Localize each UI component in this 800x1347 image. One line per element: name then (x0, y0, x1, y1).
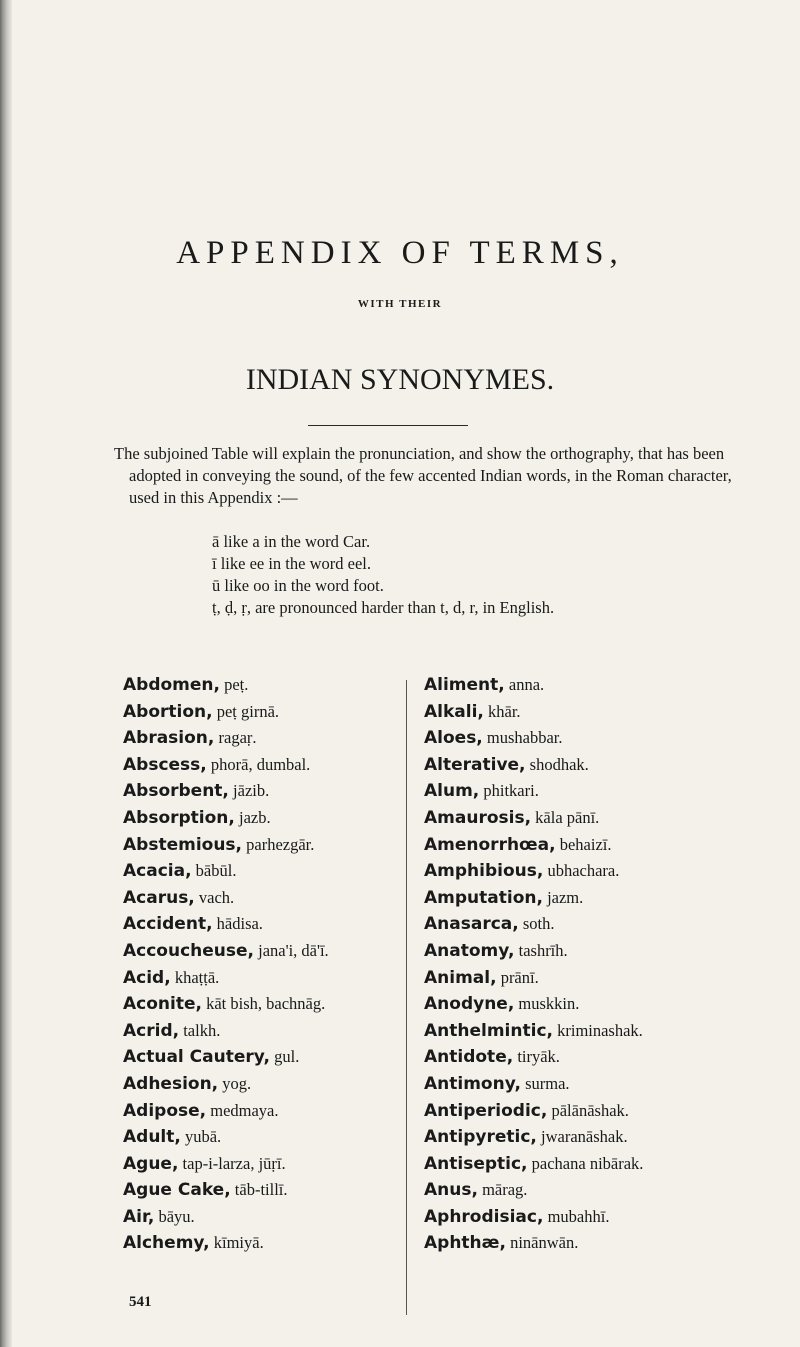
entry-term: Actual Cautery, (123, 1047, 270, 1068)
glossary-entry (424, 1151, 754, 1178)
entry-term: Antiperiodic, (424, 1100, 548, 1121)
entry-term: Ague Cake, (123, 1180, 231, 1201)
entry-term: Amphibious, (424, 861, 544, 882)
glossary-entry (123, 858, 383, 885)
pronunciation-key-i: ī like ee in the word eel. (212, 554, 371, 573)
entry-synonym: peṭ girnā. (212, 701, 280, 721)
entry-synonym: jwaranāshak. (536, 1127, 628, 1147)
entry-term: Abrasion, (123, 728, 215, 749)
entry-term: Acrid, (123, 1020, 180, 1041)
entry-term: Absorption, (123, 807, 235, 828)
glossary-entry (123, 725, 383, 752)
glossary-entry (424, 858, 754, 885)
entry-synonym: phorā, dumbal. (206, 754, 311, 774)
glossary-entry (424, 965, 754, 992)
entry-synonym: mubahhī. (543, 1206, 610, 1226)
glossary-entry (424, 1018, 754, 1045)
entry-term: Anthelmintic, (424, 1020, 553, 1041)
glossary-entry (424, 672, 754, 699)
entry-term: Amenorrhœa, (424, 834, 556, 855)
entry-synonym: vach. (194, 887, 235, 907)
entry-synonym: ragaṛ. (214, 728, 257, 748)
glossary-entry (123, 885, 383, 912)
glossary-entry (424, 1071, 754, 1098)
entry-term: Anodyne, (424, 994, 515, 1015)
entry-term: Alkali, (424, 701, 484, 722)
glossary-entry (424, 911, 754, 938)
terms-column-right (424, 672, 754, 1257)
entry-term: Animal, (424, 967, 497, 988)
entry-synonym: talkh. (179, 1020, 221, 1040)
entry-synonym: yubā. (180, 1127, 222, 1147)
glossary-entry (123, 1071, 383, 1098)
entry-term: Antiseptic, (424, 1153, 528, 1174)
page-number: 541 (129, 1294, 152, 1310)
entry-term: Antimony, (424, 1073, 521, 1094)
entry-synonym: kīmiyā. (209, 1233, 264, 1253)
entry-term: Antipyretic, (424, 1127, 537, 1148)
intro-section (114, 443, 754, 509)
glossary-entry (123, 991, 383, 1018)
entry-term: Accoucheuse, (123, 940, 255, 961)
entry-term: Abstemious, (123, 834, 242, 855)
glossary-entry (424, 1044, 754, 1071)
entry-synonym: kāt bish, bachnāg. (201, 994, 326, 1014)
glossary-entry (424, 778, 754, 805)
glossary-entry (424, 991, 754, 1018)
terms-column-left (123, 672, 383, 1257)
entry-term: Aphrodisiac, (424, 1206, 544, 1227)
glossary-entry (123, 778, 383, 805)
entry-synonym: ubhachara. (543, 861, 620, 881)
entry-synonym: yog. (218, 1073, 252, 1093)
column-divider (406, 680, 407, 1315)
entry-term: Aliment, (424, 675, 505, 695)
entry-synonym: bāyu. (154, 1206, 195, 1226)
glossary-entry (123, 672, 383, 699)
entry-synonym: gul. (270, 1047, 300, 1067)
entry-synonym: parhezgār. (242, 834, 315, 854)
entry-synonym: phitkari. (479, 781, 539, 801)
glossary-entry (424, 832, 754, 859)
entry-term: Abdomen, (123, 675, 220, 695)
entry-term: Alterative, (424, 754, 526, 775)
glossary-entry (424, 699, 754, 726)
entry-synonym: medmaya. (206, 1100, 279, 1120)
entry-term: Anasarca, (424, 914, 519, 935)
entry-term: Aphthæ, (424, 1233, 506, 1254)
entry-synonym: surma. (520, 1073, 570, 1093)
glossary-entry (424, 752, 754, 779)
glossary-entry (123, 1151, 383, 1178)
entry-synonym: ninānwān. (505, 1233, 579, 1253)
entry-synonym: khaṭṭā. (170, 967, 220, 987)
entry-synonym: jana'i, dā'ī. (254, 940, 329, 960)
entry-term: Abortion, (123, 701, 213, 722)
glossary-entry (123, 752, 383, 779)
entry-synonym: tiryāk. (513, 1047, 560, 1067)
entry-synonym: peṭ. (219, 675, 249, 694)
entry-synonym: kriminashak. (552, 1020, 643, 1040)
entry-term: Adhesion, (123, 1073, 219, 1094)
glossary-entry (123, 1098, 383, 1125)
page-title: APPENDIX OF TERMS, (176, 235, 624, 271)
entry-synonym: anna. (504, 675, 545, 694)
glossary-entry (424, 1204, 754, 1231)
glossary-entry (123, 911, 383, 938)
entry-term: Acacia, (123, 861, 192, 882)
glossary-entry (123, 805, 383, 832)
entry-synonym: kāla pānī. (531, 807, 600, 827)
pronunciation-key-consonants: ṭ, ḍ, ṛ, are pronounced harder than t, d, r, in English. (212, 598, 555, 617)
entry-synonym: mushabbar. (482, 728, 563, 748)
intro-paragraph: The subjoined Table will explain the pronunciation, and show the orthography, that has been adopted in conveying the sound, of the few accented Indian words, in the Roman character, used in this Appendix :— (114, 444, 732, 507)
entry-term: Alchemy, (123, 1233, 210, 1254)
glossary-entry (424, 1230, 754, 1257)
glossary-entry (123, 1177, 383, 1204)
entry-term: Air, (123, 1206, 155, 1227)
entry-term: Absorbent, (123, 781, 229, 802)
entry-synonym: jazb. (234, 807, 271, 827)
glossary-entry (424, 1124, 754, 1151)
entry-term: Anatomy, (424, 940, 515, 961)
entry-synonym: muskkin. (514, 994, 580, 1014)
entry-synonym: jāzib. (228, 781, 270, 801)
entry-term: Accident, (123, 914, 213, 935)
entry-term: Antidote, (424, 1047, 514, 1068)
entry-synonym: prānī. (496, 967, 539, 987)
glossary-entry (424, 1098, 754, 1125)
entry-term: Adult, (123, 1127, 181, 1148)
entry-term: Ague, (123, 1153, 179, 1174)
page-subtitle: INDIAN SYNONYMES. (245, 362, 555, 396)
glossary-entry (123, 832, 383, 859)
glossary-entry (123, 938, 383, 965)
glossary-entry (424, 885, 754, 912)
glossary-entry (123, 1044, 383, 1071)
entry-synonym: pachana nibārak. (527, 1153, 644, 1173)
entry-synonym: tāb-tillī. (230, 1180, 288, 1200)
entry-synonym: tashrīh. (514, 940, 568, 960)
glossary-entry (123, 1204, 383, 1231)
entry-synonym: soth. (518, 914, 555, 934)
glossary-entry (123, 1018, 383, 1045)
glossary-entry (123, 699, 383, 726)
entry-synonym: khār. (483, 701, 521, 721)
glossary-entry (424, 938, 754, 965)
entry-synonym: tap-i-larza, jūṛī. (178, 1153, 286, 1173)
glossary-entry (424, 1177, 754, 1204)
entry-term: Adipose, (123, 1100, 207, 1121)
entry-synonym: pālānāshak. (547, 1100, 629, 1120)
entry-synonym: behaizī. (555, 834, 612, 854)
entry-term: Amaurosis, (424, 807, 532, 828)
glossary-entry (123, 965, 383, 992)
entry-term: Anus, (424, 1180, 478, 1201)
entry-term: Amputation, (424, 887, 543, 908)
glossary-entry (123, 1230, 383, 1257)
pronunciation-key-u: ū like oo in the word foot. (212, 576, 384, 595)
entry-term: Alum, (424, 781, 480, 802)
entry-synonym: mārag. (477, 1180, 528, 1200)
entry-synonym: bābūl. (191, 861, 237, 881)
glossary-entry (424, 805, 754, 832)
entry-term: Acid, (123, 967, 171, 988)
pronunciation-key-a: ā like a in the word Car. (212, 532, 371, 551)
title-connector: WITH THEIR (357, 298, 443, 310)
entry-term: Aloes, (424, 728, 483, 749)
entry-synonym: shodhak. (525, 754, 589, 774)
entry-term: Acarus, (123, 887, 195, 908)
entry-synonym: hādisa. (212, 914, 263, 934)
glossary-entry (424, 725, 754, 752)
title-rule-divider (308, 425, 468, 426)
entry-term: Abscess, (123, 754, 207, 775)
entry-synonym: jazm. (542, 887, 584, 907)
glossary-entry (123, 1124, 383, 1151)
entry-term: Aconite, (123, 994, 202, 1015)
